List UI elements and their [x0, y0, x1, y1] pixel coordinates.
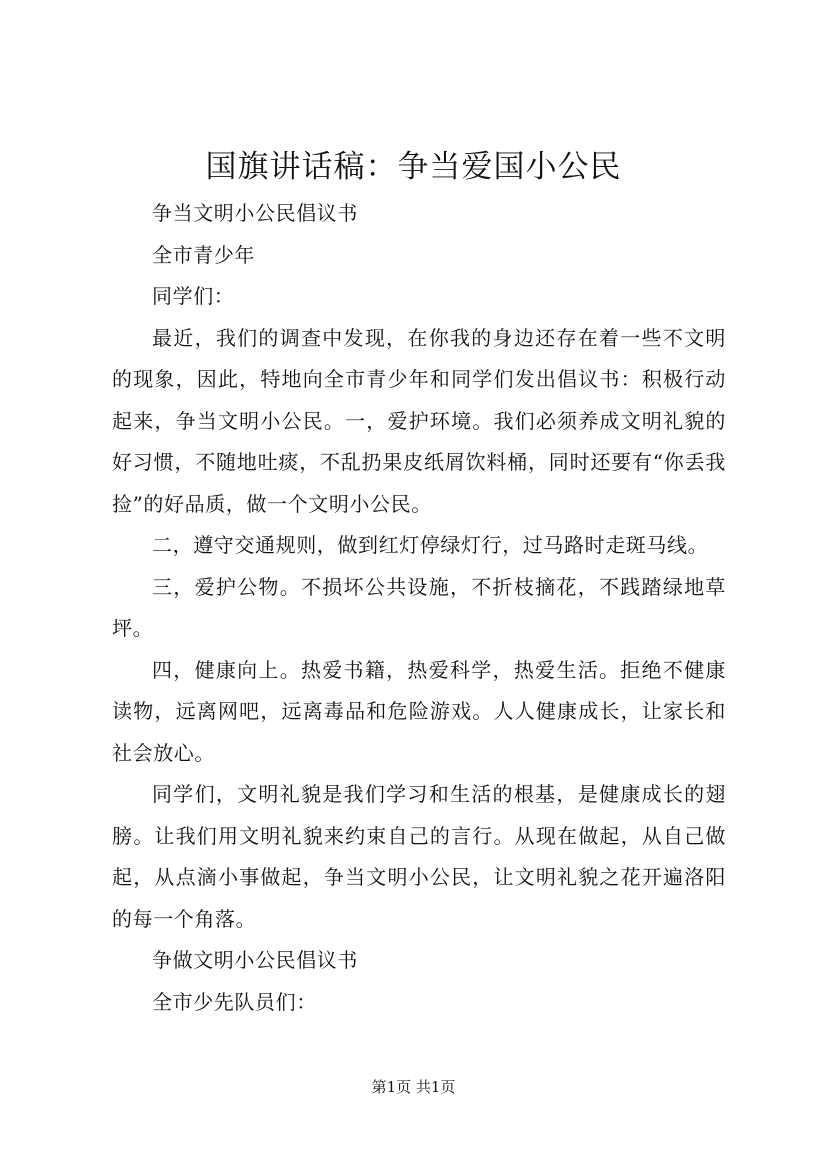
paragraph-heading-1: 争当文明小公民倡议书	[152, 201, 358, 225]
paragraph-salutation: 同学们：	[152, 284, 235, 308]
paragraph-addressee-2: 全市少先队员们：	[152, 989, 317, 1014]
document-body	[112, 193, 726, 1023]
paragraph-addressee-1: 全市青少年	[152, 242, 255, 267]
paragraph-intro: 最近，我们的调查中发现，在你我的身边还存在着一些不文明的现象，因此，特地向全市青少年和同学们发出倡议书：积极行动起来，争当文明小公民。一，爱护环境。我们必须养成文明礼貌的好习惯，不随地吐痰，不乱扔果皮纸屑饮料桶，同时还要有“你丢我捡”的好品质，做一个文明小公民。	[112, 325, 726, 516]
paragraph-point-2: 二，遵守交通规则，做到红灯停绿灯行，过马路时走斑马线。	[152, 533, 709, 557]
paragraph-point-3: 三，爱护公物。不损坏公共设施，不折枝摘花，不践踏绿地草坪。	[112, 574, 726, 640]
paragraph-closing: 同学们，文明礼貌是我们学习和生活的根基，是健康成长的翅膀。让我们用文明礼貌来约束自己的言行。从现在做起，从自己做起，从点滴小事做起，争当文明小公民，让文明礼貌之花开遍洛阳的每一个角落。	[112, 782, 726, 931]
page-footer: 第1页 共1页	[371, 1078, 456, 1096]
document-title: 国旗讲话稿：争当爱国小公民	[205, 149, 622, 185]
paragraph-point-4: 四，健康向上。热爱书籍，热爱科学，热爱生活。拒绝不健康读物，远离网吧，远离毒品和危险游戏。人人健康成长，让家长和社会放心。	[112, 657, 726, 765]
paragraph-heading-2: 争做文明小公民倡议书	[152, 948, 358, 972]
